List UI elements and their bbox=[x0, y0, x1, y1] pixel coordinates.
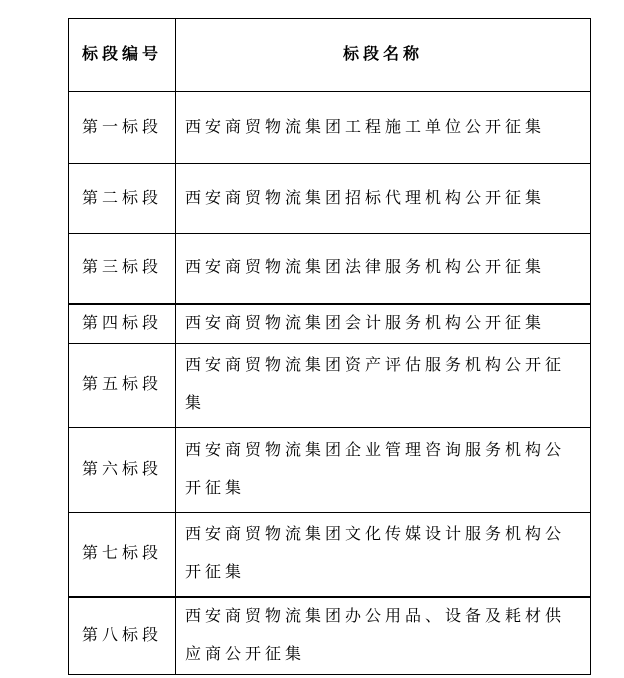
section-name-cell: 西安商贸物流集团工程施工单位公开征集 bbox=[176, 92, 591, 164]
table-header-row bbox=[69, 19, 591, 92]
table-row bbox=[69, 304, 591, 344]
sections-table bbox=[68, 18, 591, 675]
section-number-cell: 第一标段 bbox=[69, 92, 176, 164]
table-row bbox=[69, 512, 591, 597]
header-section-name: 标段名称 bbox=[176, 19, 591, 92]
table-row bbox=[69, 234, 591, 304]
section-name-cell: 西安商贸物流集团资产评估服务机构公开征集 bbox=[176, 343, 591, 427]
section-name-cell: 西安商贸物流集团企业管理咨询服务机构公开征集 bbox=[176, 427, 591, 512]
section-number-cell: 第八标段 bbox=[69, 597, 176, 675]
section-name-cell: 西安商贸物流集团法律服务机构公开征集 bbox=[176, 234, 591, 304]
section-number-cell: 第七标段 bbox=[69, 512, 176, 597]
section-number-cell: 第三标段 bbox=[69, 234, 176, 304]
table-row bbox=[69, 427, 591, 512]
section-name-cell: 西安商贸物流集团文化传媒设计服务机构公开征集 bbox=[176, 512, 591, 597]
table-row bbox=[69, 597, 591, 675]
section-number-cell: 第六标段 bbox=[69, 427, 176, 512]
section-name-cell: 西安商贸物流集团招标代理机构公开征集 bbox=[176, 164, 591, 234]
section-name-cell: 西安商贸物流集团办公用品、设备及耗材供应商公开征集 bbox=[176, 597, 591, 675]
section-number-cell: 第二标段 bbox=[69, 164, 176, 234]
section-number-cell: 第五标段 bbox=[69, 343, 176, 427]
table-row bbox=[69, 164, 591, 234]
header-section-number: 标段编号 bbox=[69, 19, 176, 92]
table-row bbox=[69, 92, 591, 164]
section-number-cell: 第四标段 bbox=[69, 304, 176, 344]
section-name-cell: 西安商贸物流集团会计服务机构公开征集 bbox=[176, 304, 591, 344]
table-row bbox=[69, 343, 591, 427]
